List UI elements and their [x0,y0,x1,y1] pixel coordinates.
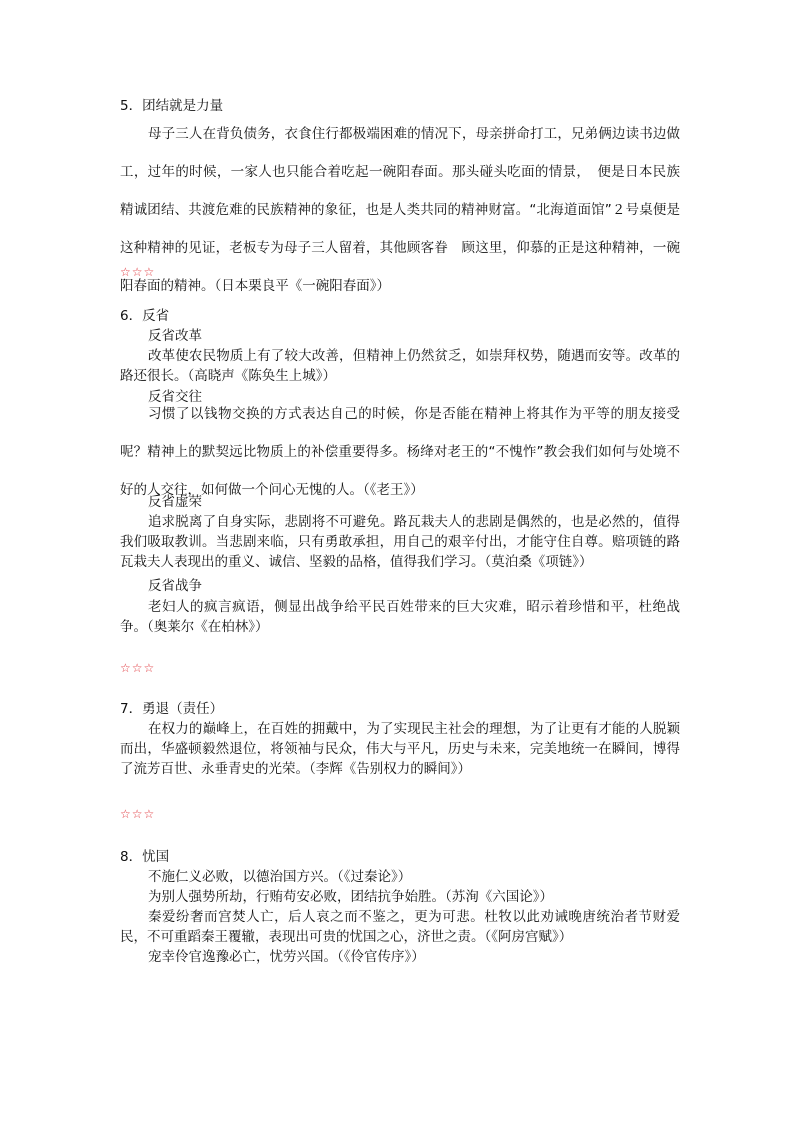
topic-label-vanity: 反省虚荣 [148,494,202,510]
section-8-line-4: 宠幸伶官逸豫必亡，忧劳兴国。（《伶官传序》） [148,949,425,965]
topic-text-war: 老妇人的疯言疯语，侧显出战争给平民百姓带来的巨大灾难，昭示着珍惜和平，杜绝战争。（奥莱尔《在柏林》） [120,599,680,635]
section-8-line-2: 为别人强势所劫，行贿苟安必败，团结抗争始胜。（苏洵《六国论》） [148,889,553,905]
separator-stars-3: ☆☆☆ [120,807,156,821]
topic-text-vanity: 追求脱离了自身实际，悲剧将不可避免。路瓦栽夫人的悲剧是偶然的，也是必然的，值得我们吸取教训。当悲剧来临，只有勇敢承担，用自己的艰辛付出，才能守住自尊。赔项链的路瓦栽夫人表现出的重义、诚信、坚毅的品格，值得我们学习。（莫泊桑《项链》） [120,514,680,570]
section-7-paragraph: 在权力的巅峰上，在百姓的拥戴中，为了实现民主社会的理想，为了让更有才能的人脱颖而出，华盛顿毅然退位，将领袖与民众，伟大与平凡，历史与未来，完美地统一在瞬间，博得了流芳百世、永垂青史的光荣。（李辉《告别权力的瞬间》） [120,721,680,777]
topic-label-war: 反省战争 [148,578,202,594]
section-8-line-1: 不施仁义必败，以德治国方兴。（《过秦论》） [148,869,412,885]
section-7-heading: 7．勇退（责任） [120,701,224,717]
section-5-paragraph: 母子三人在背负债务，衣食住行都极端困难的情况下，母亲拼命打工，兄弟俩边读书边做工，过年的时候，一家人也只能合着吃起一碗阳春面。那头碰头吃面的情景， 便是日本民族精诚团结、共渡危难的民族精神的象征，也是人类共同的精神财富。“北海道面馆”２号桌便是这种精神的见证，老板专为母子三人留着，其他顾客眷 顾这里，仰慕的正是这种精神，一碗阳春面的精神。（日本栗良平《一碗阳春面》） [120,126,680,294]
topic-text-interaction: 习惯了以钱物交换的方式表达自己的时候，你是否能在精神上将其作为平等的朋友接受呢？精神上的默契远比物质上的补偿重要得多。杨绛对老王的“不愧怍”教会我们如何与处境不好的人交往，如何做一个问心无愧的人。（《老王》） [120,406,680,498]
topic-label-interaction: 反省交往 [148,389,202,405]
separator-stars-2: ☆☆☆ [120,661,156,675]
section-6-heading: 6．反省 [120,308,170,324]
separator-stars-1: ☆☆☆ [120,265,156,279]
section-8-line-3: 秦爱纷奢而宫焚人亡，后人哀之而不鉴之，更为可悲。杜牧以此劝诫晚唐统治者节财爱民，不可重蹈秦王覆辙，表现出可贵的忧国之心，济世之责。（《阿房宫赋》） [120,909,680,945]
topic-text-reform: 改革使农民物质上有了较大改善，但精神上仍然贫乏，如崇拜权势，随遇而安等。改革的路还很长。（高晓声《陈奂生上城》） [120,348,680,384]
topic-label-reform: 反省改革 [148,328,202,344]
section-8-heading: 8．忧国 [120,849,170,865]
section-5-heading: 5．团结就是力量 [120,98,224,114]
